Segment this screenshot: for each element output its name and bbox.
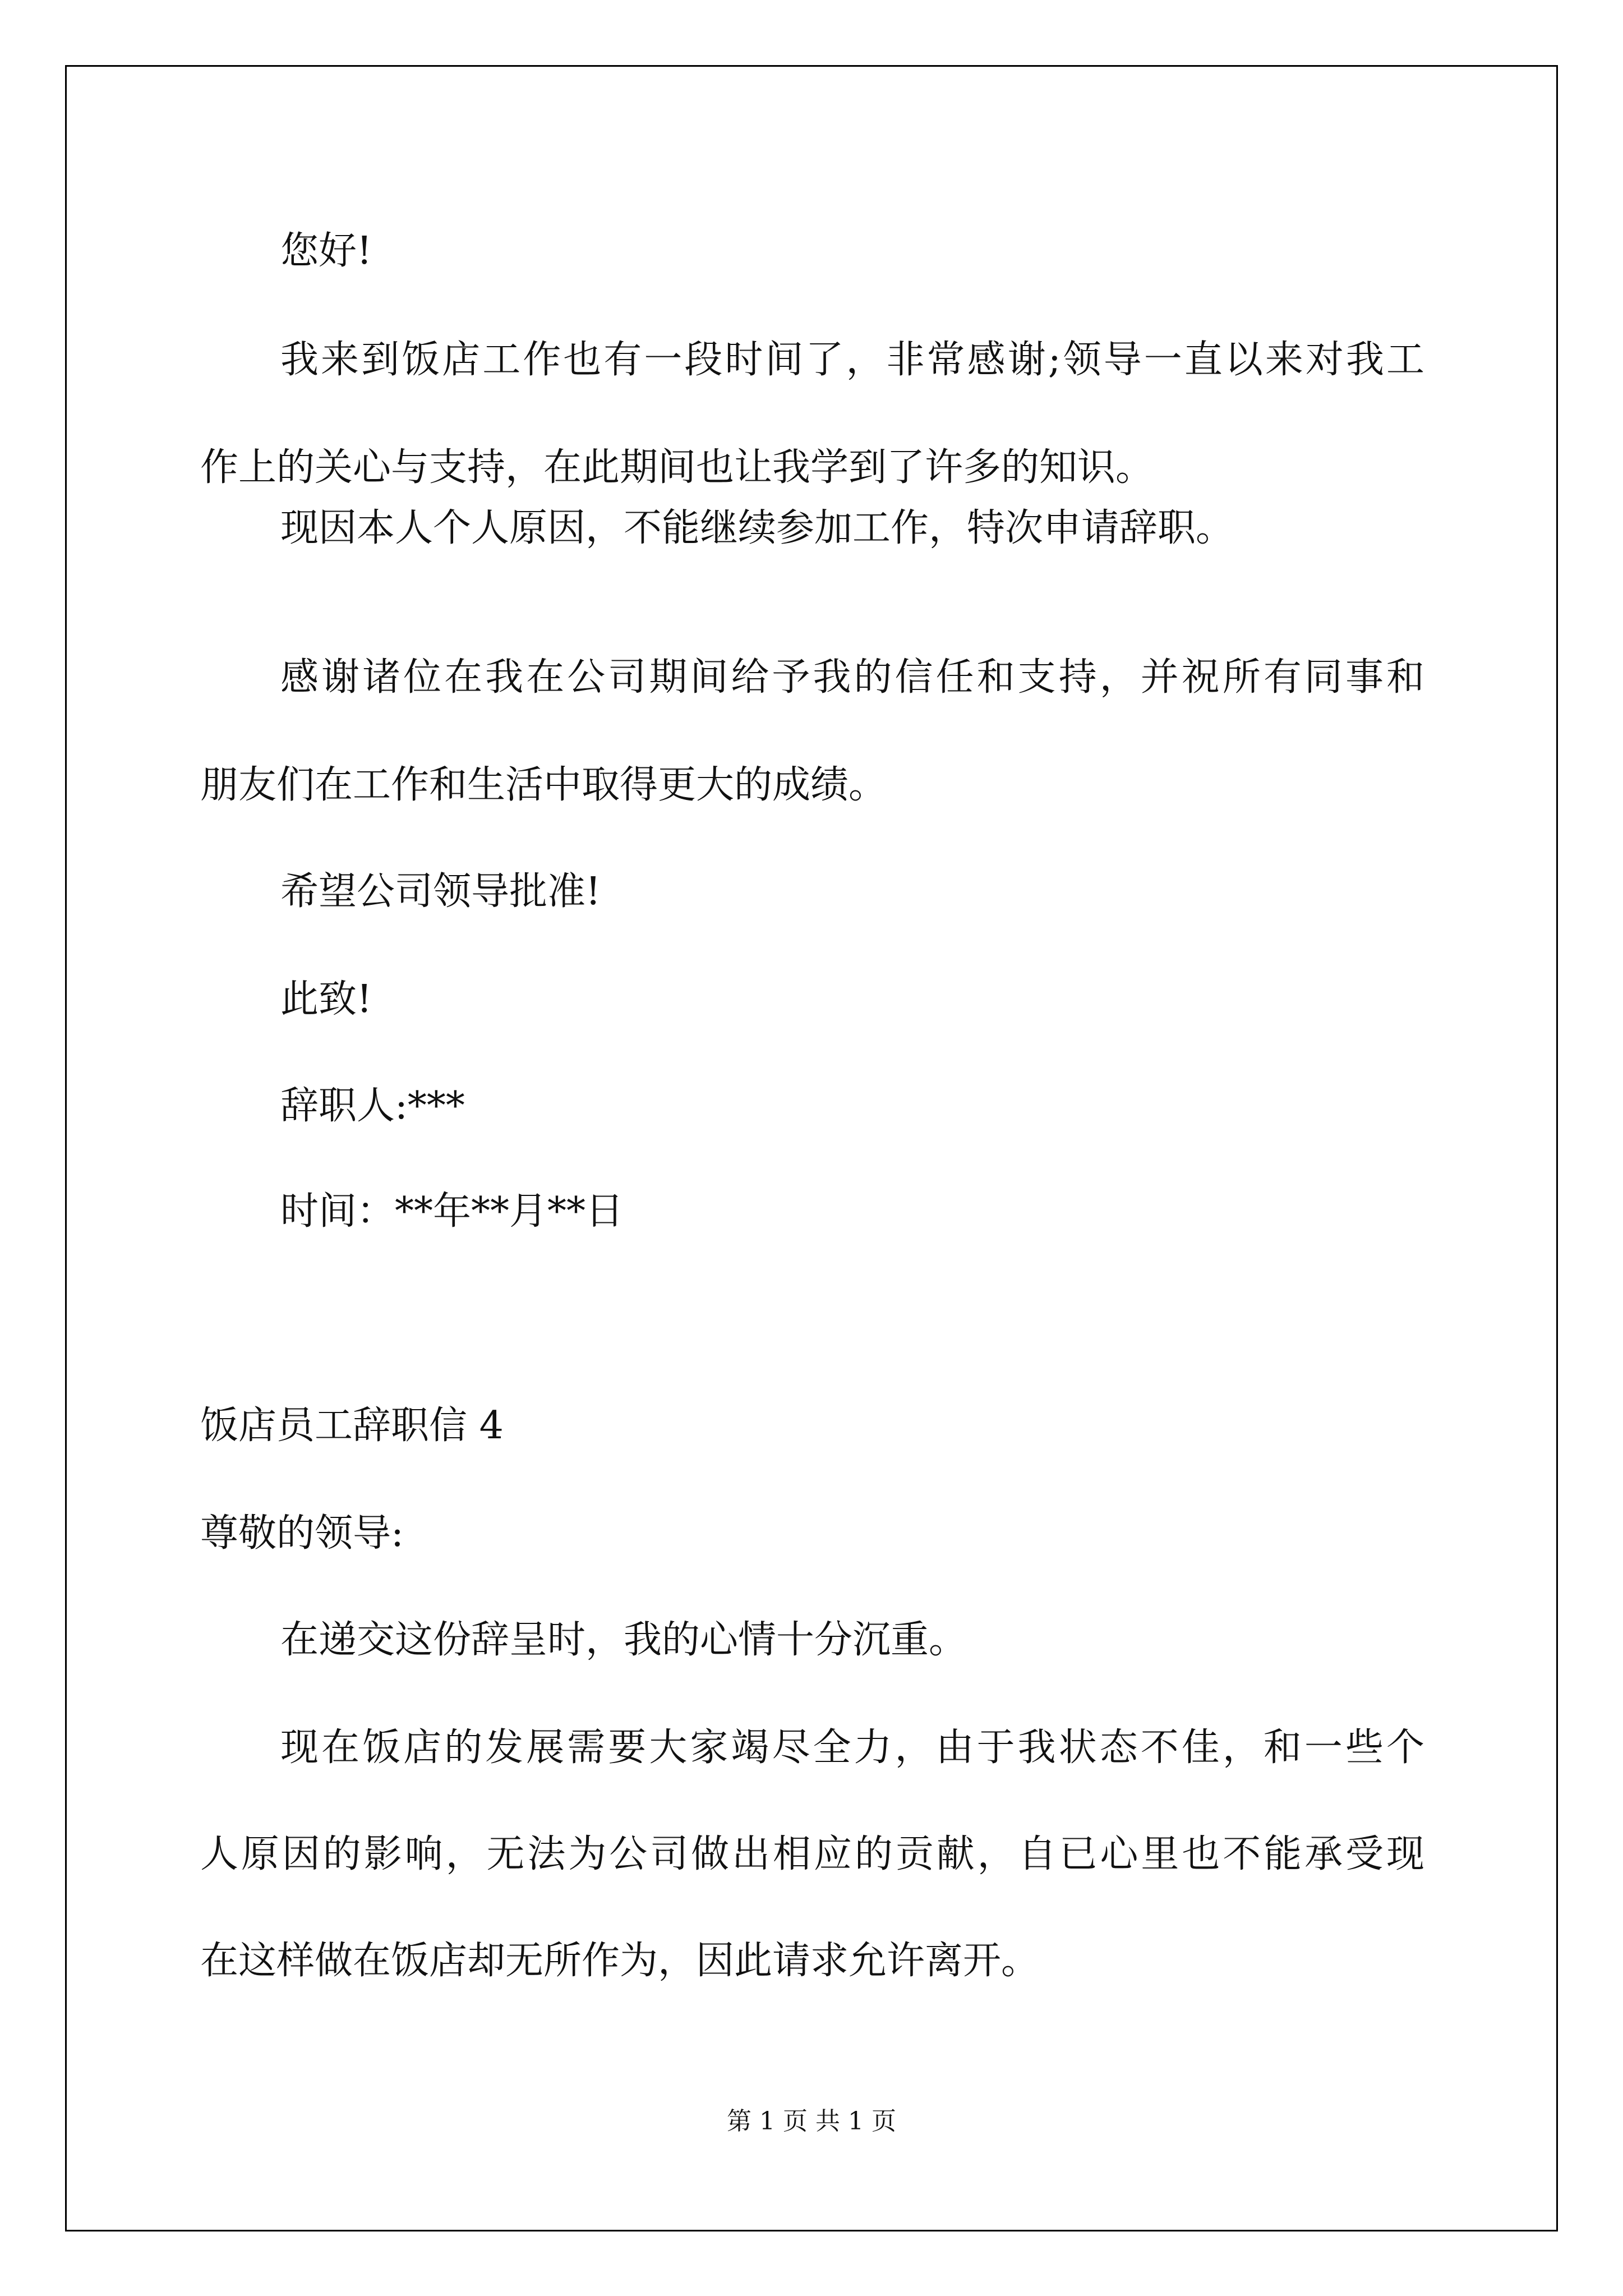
paragraph-line: 现在饭店的发展需要大家竭尽全力，由于我状态不佳，和一些个: [280, 1726, 1424, 1770]
salutation: 尊敬的领导:: [200, 1511, 404, 1556]
date-line: 时间：**年**月**日: [280, 1189, 624, 1234]
greeting: 您好!: [280, 229, 372, 273]
page-border: [65, 65, 1558, 2231]
signature-line: 辞职人:***: [280, 1084, 465, 1128]
paragraph-line: 朋友们在工作和生活中取得更大的成绩。: [200, 763, 887, 807]
paragraph-line: 现因本人个人原因，不能继续参加工作，特次申请辞职。: [280, 506, 1234, 550]
paragraph-line: 在这样做在饭店却无所作为，因此请求允许离开。: [200, 1939, 1040, 1983]
page-footer: 第 1 页 共 1 页: [727, 2107, 896, 2136]
paragraph-line: 感谢诸位在我在公司期间给予我的信任和支持，并祝所有同事和: [280, 655, 1424, 700]
paragraph-line: 希望公司领导批准!: [280, 869, 601, 914]
closing-line: 此致!: [280, 977, 372, 1022]
paragraph-line: 人原因的影响，无法为公司做出相应的贡献，自已心里也不能承受现: [200, 1832, 1424, 1876]
section-title: 饭店员工辞职信 4: [200, 1404, 504, 1448]
paragraph-line: 作上的关心与支持，在此期间也让我学到了许多的知识。: [200, 445, 1154, 490]
paragraph-line: 我来到饭店工作也有一段时间了，非常感谢;领导一直以来对我工: [280, 338, 1424, 382]
paragraph-line: 在递交这份辞呈时，我的心情十分沉重。: [280, 1618, 967, 1662]
